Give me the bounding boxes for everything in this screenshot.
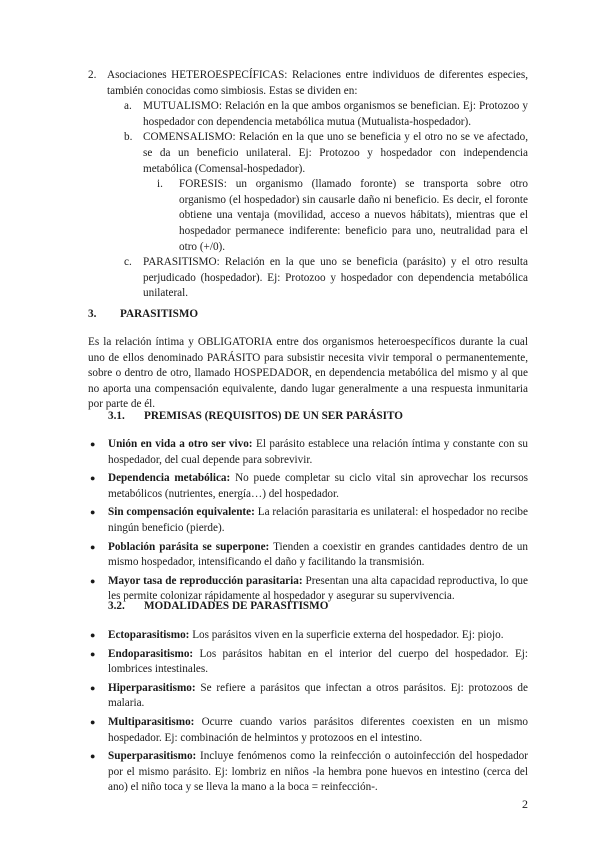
- list-item-term: Unión en vida a otro ser vivo:: [108, 438, 253, 450]
- list-item-text: Tienden a coexistir en grandes cantidades dentro de un mismo hospedador, intensificando el daño y facilitando la transmisión.: [108, 540, 528, 569]
- subitem-b: [124, 130, 528, 255]
- list-item-text: Ocurre cuando varios parásitos diferentes coexisten en un mismo hospedador. Ej: combinación de helmintos y protozoos en el intestino.: [108, 715, 528, 744]
- list-item-term: Mayor tasa de reproducción parasitaria:: [108, 574, 303, 587]
- subitem-c: [124, 255, 528, 302]
- list-item: [90, 647, 528, 678]
- list-item: [90, 437, 528, 468]
- subitem-b-i: [157, 177, 528, 255]
- subitem-a: [124, 99, 528, 130]
- bullet-icon: ●: [90, 682, 96, 693]
- bullet-icon: ●: [90, 507, 96, 518]
- list-item-text: Se refiere a parásitos que infectan a otros parásitos. Ej: protozoos de malaria.: [108, 681, 528, 710]
- section-2: [88, 68, 528, 302]
- modalidades-list: [90, 628, 528, 796]
- list-item-text: Los parásitos viven en la superficie externa del hospedador. Ej: piojo.: [189, 629, 504, 641]
- list-item: [90, 505, 528, 536]
- list-item-text: Incluye fenómenos como la reinfección o autoinfección del hospedador por el mismo parásito. Ej: lombriz en niños -la hembra pone huevos en intestino (cerca del ano) el niño toca y se lleva la mano a la boca = reinfección-.: [108, 750, 528, 794]
- list-item: [90, 471, 529, 502]
- list-item-term: Endoparasitismo:: [108, 647, 194, 660]
- subitem-c-text: PARASITISMO: Relación en la que uno se beneficia (parásito) y el otro resulta perjudicado (hospedador). Ej: Protozoo y hospedador con dependencia metabólica unilateral.: [143, 256, 528, 300]
- section-3-heading: [88, 307, 198, 323]
- list-item-text: No puede completar su ciclo vital sin aprovechar los recursos metabólicos (nutrientes, energía…) del hospedador.: [108, 472, 529, 500]
- list-item: [90, 715, 528, 746]
- list-item: [90, 681, 528, 712]
- section-3-1-title: PREMISAS (REQUISITOS) DE UN SER PARÁSITO: [144, 410, 403, 422]
- subitem-b-text: COMENSALISMO: Relación en la que uno se beneficia y el otro no se ve afectado, se da un beneficio unilateral. Ej: Protozoo y hospedador con independencia metabólica (Comensal-hospedador).: [143, 131, 528, 175]
- list-item-term: Superparasitismo:: [108, 750, 197, 763]
- subitem-b-mark: b.: [124, 131, 133, 144]
- bullet-icon: ●: [90, 751, 96, 762]
- list-item-text: La relación parasitaria es unilateral: el hospedador no recibe ningún beneficio (pierde).: [108, 506, 528, 534]
- section-3-paragraph: Es la relación íntima y OBLIGATORIA entre dos organismos heteroespecíficos durante la cual uno de ellos denominado PARÁSITO para subsistir necesita vivir temporal o permanentemente, sobre o dentro de otro, llamado HOSPEDADOR, en dependencia metabólica del mismo y al que no aporta una compensación equivalente, dando lugar generalmente a una respuesta inmunitaria por parte de él.: [88, 336, 528, 411]
- section-3-number: 3.: [88, 308, 97, 320]
- list-item-term: Ectoparasitismo:: [108, 629, 190, 641]
- section-3-1-heading: [108, 409, 403, 425]
- bullet-icon: ●: [90, 541, 96, 552]
- section-3-1-number: 3.1.: [108, 410, 125, 422]
- section-3-2-number: 3.2.: [108, 600, 125, 612]
- page-number: 2: [522, 797, 528, 811]
- list-item-text: Presentan una alta capacidad reproductiva, lo que les permite colonizar rápidamente al hospedador y asegurar su supervivencia.: [108, 574, 528, 603]
- list-item: [90, 540, 528, 571]
- subitem-b-i-text: FORESIS: un organismo (llamado foronte) se transporta sobre otro organismo (el hospedador) sin causarle daño ni beneficio. Es decir, el foronte obtiene una ventaja (movilidad, acceso a nuevos hábitats), mientras que el hospedador permanece indiferente: beneficio para uno, neutralidad para el otro (+/0).: [179, 178, 528, 253]
- list-item-term: Población parásita se superpone:: [108, 540, 270, 553]
- subitem-c-mark: c.: [124, 256, 132, 269]
- subitem-a-text: MUTUALISMO: Relación en la que ambos organismos se benefician. Ej: Protozoo y hospedador con dependencia metabólica mutua (Mutualista-hospedador).: [143, 100, 528, 128]
- list-item-text: El parásito establece una relación íntima y constante con su hospedador, del cual depende para sobrevivir.: [108, 438, 528, 466]
- subitem-a-mark: a.: [124, 100, 132, 113]
- bullet-icon: ●: [90, 575, 96, 586]
- list-item-text: Los parásitos habitan en el interior del cuerpo del hospedador. Ej: lombrices intestinales.: [108, 647, 528, 676]
- section-3-2-title: MODALIDADES DE PARASITISMO: [144, 600, 329, 612]
- list-item: [90, 749, 528, 796]
- bullet-icon: ●: [90, 439, 96, 449]
- section-3-title: PARASITISMO: [120, 308, 199, 320]
- list-item-term: Hiperparasitismo:: [108, 681, 196, 694]
- list-item-term: Multiparasitismo:: [108, 715, 195, 728]
- bullet-icon: ●: [90, 473, 96, 484]
- subitem-b-i-mark: i.: [157, 178, 163, 191]
- section-2-text: Asociaciones HETEROESPECÍFICAS: Relaciones entre individuos de diferentes especies, también conocidas como simbiosis. Estas se dividen en:: [107, 69, 528, 97]
- premisas-list: [90, 437, 529, 605]
- bullet-icon: ●: [90, 716, 96, 727]
- list-item-term: Dependencia metabólica:: [108, 472, 231, 485]
- section-2-number: 2.: [88, 69, 97, 81]
- bullet-icon: ●: [90, 648, 96, 659]
- bullet-icon: ●: [90, 630, 96, 640]
- list-item-term: Sin compensación equivalente:: [108, 506, 255, 519]
- section-3-2-heading: [108, 599, 328, 615]
- list-item: [90, 628, 528, 644]
